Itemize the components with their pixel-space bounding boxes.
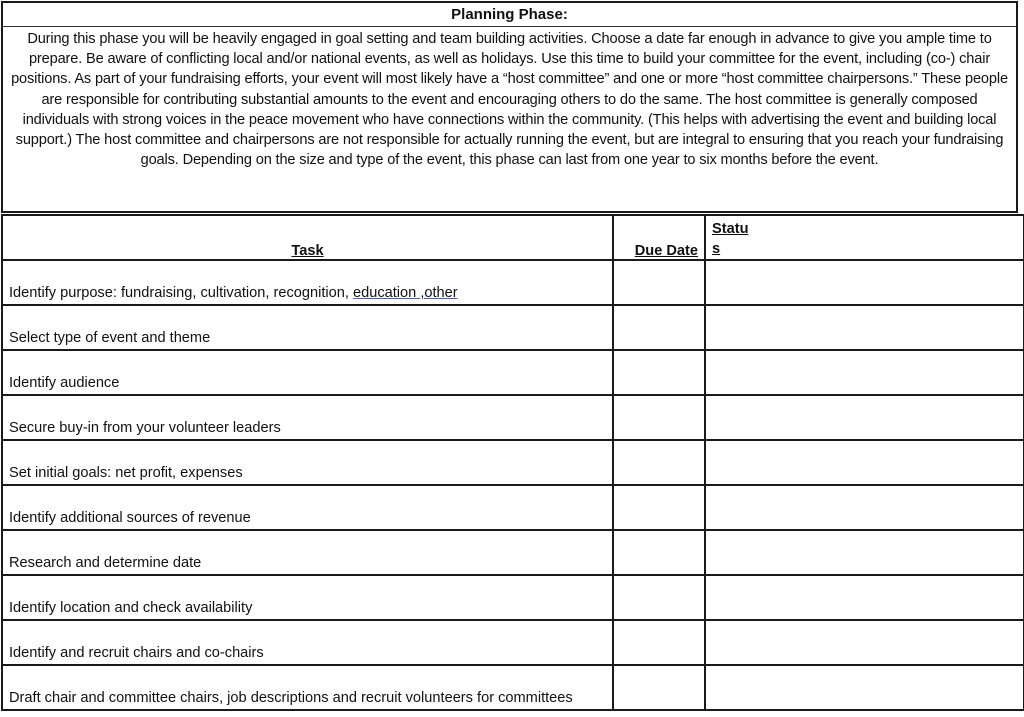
status-cell[interactable] bbox=[705, 350, 1024, 395]
header-status-label-1: Statu bbox=[712, 221, 749, 237]
phase-title: Planning Phase: bbox=[3, 3, 1016, 27]
status-cell[interactable] bbox=[705, 305, 1024, 350]
status-cell[interactable] bbox=[705, 575, 1024, 620]
task-cell[interactable]: Set initial goals: net profit, expenses bbox=[2, 440, 613, 485]
table-row bbox=[2, 440, 1024, 485]
table-row bbox=[2, 260, 1024, 305]
task-cell[interactable]: Draft chair and committee chairs, job descriptions and recruit volunteers for committees bbox=[2, 665, 613, 710]
header-due-date-label: Due Date bbox=[634, 243, 698, 259]
task-cell[interactable]: Identify additional sources of revenue bbox=[2, 485, 613, 530]
due-date-cell[interactable] bbox=[613, 350, 705, 395]
status-cell[interactable] bbox=[705, 485, 1024, 530]
table-row bbox=[2, 575, 1024, 620]
table-row bbox=[2, 485, 1024, 530]
header-due-date bbox=[613, 215, 705, 260]
task-cell[interactable]: Secure buy-in from your volunteer leaders bbox=[2, 395, 613, 440]
task-cell[interactable]: Identify audience bbox=[2, 350, 613, 395]
table-row bbox=[2, 530, 1024, 575]
header-status-label-2: s bbox=[712, 241, 721, 257]
due-date-cell[interactable] bbox=[613, 485, 705, 530]
task-cell[interactable]: Identify location and check availability bbox=[2, 575, 613, 620]
table-row bbox=[2, 665, 1024, 710]
due-date-cell[interactable] bbox=[613, 575, 705, 620]
table-row bbox=[2, 395, 1024, 440]
task-text-flagged: education ,other bbox=[352, 285, 458, 301]
task-text: Identify purpose: fundraising, cultivation, recognition, bbox=[9, 285, 353, 301]
status-cell[interactable] bbox=[705, 260, 1024, 305]
due-date-cell[interactable] bbox=[613, 305, 705, 350]
header-status bbox=[705, 215, 1024, 260]
status-cell[interactable] bbox=[705, 530, 1024, 575]
status-cell[interactable] bbox=[705, 395, 1024, 440]
task-cell[interactable]: Research and determine date bbox=[2, 530, 613, 575]
due-date-cell[interactable] bbox=[613, 530, 705, 575]
table-row bbox=[2, 620, 1024, 665]
task-cell[interactable]: Identify and recruit chairs and co-chairs bbox=[2, 620, 613, 665]
due-date-cell[interactable] bbox=[613, 440, 705, 485]
planning-phase-box bbox=[1, 1, 1018, 213]
table-row bbox=[2, 305, 1024, 350]
task-table bbox=[1, 214, 1024, 711]
status-cell[interactable] bbox=[705, 440, 1024, 485]
status-cell[interactable] bbox=[705, 665, 1024, 710]
due-date-cell[interactable] bbox=[613, 395, 705, 440]
due-date-cell[interactable] bbox=[613, 260, 705, 305]
table-header-row bbox=[2, 215, 1024, 260]
header-task bbox=[2, 215, 613, 260]
phase-description: During this phase you will be heavily engaged in goal setting and team building activities. Choose a date far enough in advance to give you ample time to prepare. Be aware of conflicting local and/or national events, as well as holidays. Use this time to build your committee for the event, including (co-) chair positions. As part of your fundraising efforts, your event will most likely have a “host committee” and one or more “host committee chairpersons.” These people are responsible for contributing substantial amounts to the event and encouraging others to do the same. The host committee is generally composed individuals with strong voices in the peace movement who have connections within the community. (This helps with advertising the event and building local support.) The host committee and chairpersons are not responsible for actually running the event, but are integral to ensuring that you reach your fundraising goals. Depending on the size and type of the event, this phase can last from one year to six months before the event. bbox=[11, 31, 1008, 169]
status-cell[interactable] bbox=[705, 620, 1024, 665]
due-date-cell[interactable] bbox=[613, 620, 705, 665]
table-row bbox=[2, 350, 1024, 395]
header-task-label: Task bbox=[291, 243, 324, 259]
task-cell[interactable] bbox=[2, 260, 613, 305]
due-date-cell[interactable] bbox=[613, 665, 705, 710]
task-cell[interactable]: Select type of event and theme bbox=[2, 305, 613, 350]
